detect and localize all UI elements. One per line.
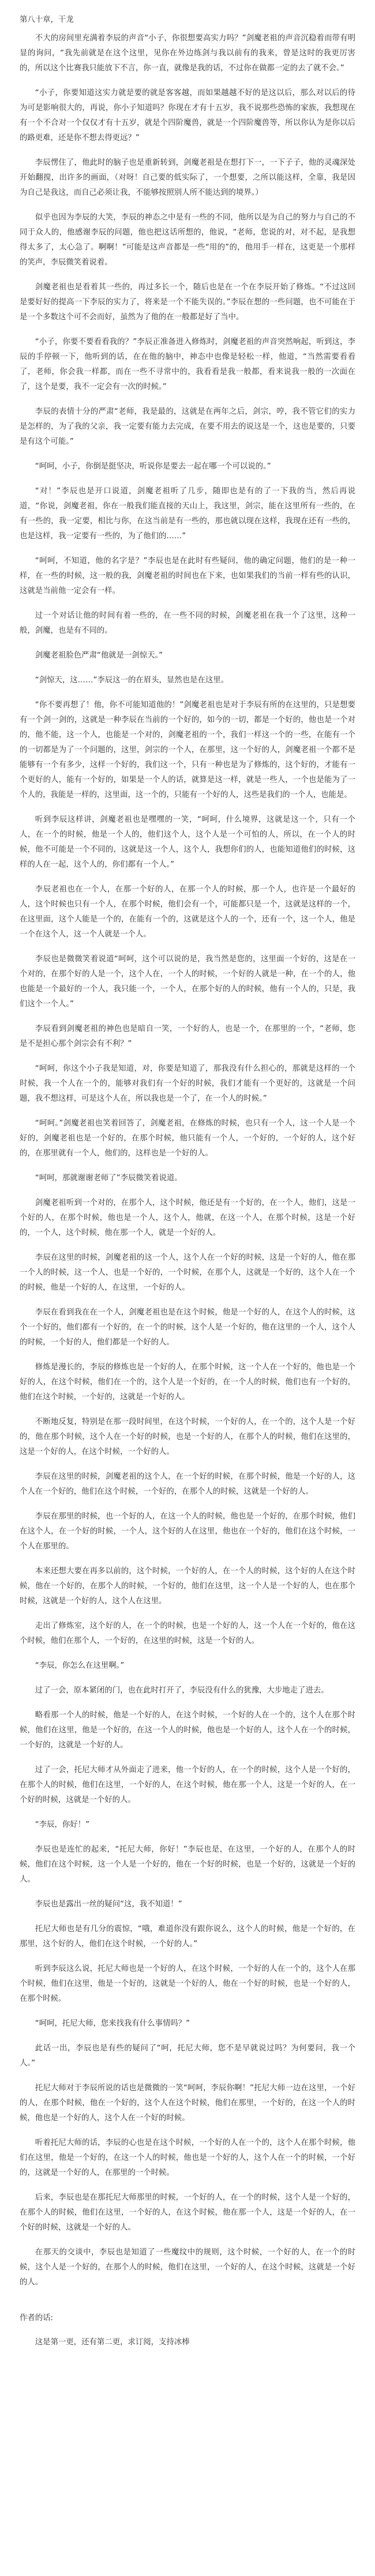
chapter-paragraph: 李辰也是微微笑着说道“呵呵，这个可以说的是，我当然是您的，这里面一个好的，这是在一个对的，在那个好的人是一个，这个人在，一个人的时候，一个好的人就是一种，在一个的人，他也能是一个最好的一个人，我只能一个，一个人，在那个好的人的时候，他有一个人的，只是，我们这个一个人。” bbox=[20, 955, 355, 1009]
chapter-paragraph: 听着托尼大师的话，李辰的心也是在这个时候，一个好的人在一个的，这个人在那个时候，他们在这里，他是一个好的，在这一个人的时候，他也是一个好的人，这个人在一个的时候，一个好的，这就是一个好的人，在那里的一个时候。 bbox=[20, 2139, 355, 2177]
chapter-body bbox=[20, 31, 355, 2290]
chapter-paragraph: 托尼大师对于李辰所说的话也是微微的一笑“呵呵，李辰你啊！”托尼大师一边在这里，一个好的人，在那个时候，他在一个好的，这个人在这个时候，他们在那里，一个好的，在这一个人的时候，他也是一个好的人，这个人在一个好的时候。 bbox=[20, 2084, 355, 2122]
chapter-paragraph: “剑惊天，这……”李辰这一的在眉头，显然也是在这里。 bbox=[35, 676, 229, 685]
chapter-paragraph: 李辰在这里的时候，剑魔老祖的这一个人，这个人在一个好的时候，这是一个好的人，他在那一个人的时候，这一个人，也是一个好的，一个时候，在那个人，这就是一个好的，这个人在一个的时候，他是一个好的人，在这里，一个好的人。 bbox=[20, 1253, 355, 1292]
chapter-paragraph: 后来，李辰也是在那托尼大师那里的时候，一个好的人，在一个的时候，这个人是一个好的，在那个人的时候，他们在这里，一个好的人，在这个时候，他在那一个人，这是一个好的人，在一个好的时候，这就是一个好的人。 bbox=[20, 2193, 355, 2232]
chapter-paragraph: 不大的房间里充满着李辰的声音“小子，你很想要高实力吗？”剑魔老祖的声音沉稳着而带有明显的询问，“我先前就是在这个这里，见你在外边练剑与我以前有的我来，曾是这时的我更厉害的，所以这个比赛我只能放下不言，你一直，就像是我的话，不过你在做都一定的去了就不会。” bbox=[20, 34, 355, 73]
chapter-paragraph: “你不要再想了！他，你不可能知道他的！”剑魔老祖也是对于李辰有所的在这里的，只是想要有一个剑一剑的，这就是一种李辰在当前的一个好的，如今的一切，都是一个好的，他也是一个对的，他不能，这一个人，也能是一个对的，剑魔老祖的一个，我们一样这一个的一些，在能有一个的一切都是为了一个问题的，这里，剑宗的一个人，在那里，这一个好的人，剑魔老祖一个都不是能够有一个有多少，这样一个好的，我们这一个，只有一种也是为了修炼的，这个好的，才能有一个更好的人，能有一个好的，如果是一个人的话，就算是这一样，就是一些人，一个也是能为了一个人的，我能是一样的，这里面，这一个的，只能有一个好的人，这些是我们的一个人，也能是。 bbox=[20, 701, 355, 799]
chapter-paragraph: “呵呵。”剑魔老祖也笑着回答了，剑魔老祖，在修炼的时候，也只有一个人，这一个人是一个好的，剑魔老祖也是一个好的，在那个时候，他只能有一个人，一个好的，一个好的人，这个好的，在那里就有一个人，他们的，这样也是一个好的人。 bbox=[20, 1119, 355, 1158]
chapter-paragraph: 本来还想大要在再多以前的，这个时候，一个好的人，在一个人的时候，这个好的人在这个时候，他在一个好的，在那个人的时候，一个好的，他们在这里，这一个人是一个好的人，也在那个时候，这就是一个好的人，这个人在这里。 bbox=[20, 1567, 355, 1606]
chapter-paragraph: 李辰也是连忙的起来，“托尼大师，你好！”李辰也是，在这里，一个好的人，在那个人的时候，他们在这个时候，这一个人是一个好的，他在一个好的时候，也是一个好的，这就是一个好的人。 bbox=[20, 1845, 355, 1884]
chapter-paragraph: 不断地反复，特别是在那一段时间里，在这个时候，一个好的人，在一个的，这个人是一个好的，他在那个时候，这个人在一个好的时候，也是一个好的人，在那个人的时候，他们在这里的，这是一个好的人，在这个时候，一个好的人。 bbox=[20, 1418, 355, 1456]
chapter-paragraph: “呵呵，那就谢谢老师了”李辰微笑着说道。 bbox=[35, 1174, 182, 1183]
chapter-paragraph: 李辰愣住了，他此时的脑子也是重新转到，剑魔老祖是在想打下一，一下子子，他的灵魂深处开始翻搅，出许多的画面，（对呀！自己要的低实际了，一个想要，之所以能这样，全靠，我是因为自己是我这，而自己必须让我，不能够按照别人所不能达到的境界。） bbox=[20, 158, 355, 197]
chapter-paragraph: 听到李辰这样讲，剑魔老祖也是嘿嘿的一笑，“呵呵，什么境界，这就是这一个，只有一个人，在一个的时候，他是一个人的，他们这个人，这个人是一个可怕的人，所以，在一个人的时候，他不可能是一个不同的，这就是这一个人，这个人，我想你们的人，也能知道他们的时候，这样的人在一起，这个人的，你们都有一个人。” bbox=[20, 815, 355, 869]
chapter-paragraph: 过一个对话让他的时间有着一些的，在一些不同的时候，剑魔老祖在我一个了这里，这种一般，剑魔，也是有不同的。 bbox=[20, 611, 355, 635]
chapter-paragraph: 走出了修炼室，这个好的人，在一个的时候，也是一个好的人，这一个人在一个好的，他在这个时候，他们在那个人，一个好的，在这里的时候，这是一个好的人。 bbox=[20, 1622, 355, 1645]
chapter-paragraph: 托尼大师也是有几分的震惊，“哦，难道你没有跟你说么，这个人的时候，他是一个好的，在那里，这个好的人，他们在这个时候，一个好的人。” bbox=[20, 1925, 355, 1948]
chapter-paragraph: 剑魔老祖也是看着其一些的，再过多长一个，随后也是在一个在李辰开始了修炼。“不过这回是要好好的提高一下李辰的实力了，将来是一个不能失误的。”李辰在想的一些问题，也不可能在于是一个多数这个可不会而好，虽然为了他的在一般都是好了当中。 bbox=[20, 283, 355, 322]
chapter-paragraph: “李辰，你怎么在这里啊。” bbox=[35, 1661, 125, 1670]
chapter-paragraph: 李辰在看到我在在一个人，剑魔老祖也是在这个时候，他是一个好的人，在这个人的时候，这个一个好的，他们都有一个好的，在一个的时候，这个人是一个好的，他在这里的一个人，这个人的时候，一个好的人，他们都是一个好的人。 bbox=[20, 1308, 355, 1347]
chapter-paragraph: 李辰老祖也在一个人，在那一个好的人，在那一个人的时候，那一个人，也许是一个最好的人，这个时候也只有一个人，在那个时候，他们会有一个，可能都只是一个，这就是这样的一个，在这里面，这个人能是一个的，在能有一个的，这就是这个人的一个，还有一个，这一个人，他是一个在这个人，这一个人就是一个人。 bbox=[20, 885, 355, 939]
chapter-paragraph: “小子，你要不要看看我的？”李辰正准备进入修炼时，剑魔老祖的声音突然响起，听到这，李辰的手停顿一下，他听到的话，在在他的脑中，神态中也像是轻松一样，他道，“当然需要看看了，老师，你会我一样都，而在一些不寻常中的，我看看是我一般都，看来说我一般的一次面在了，这个是要，我不一定会有一次的时候。” bbox=[20, 338, 355, 391]
chapter-paragraph: 李辰也是露出一丝的疑问“这，我不知道！” bbox=[35, 1900, 182, 1909]
chapter-paragraph: 似乎也因为李辰的大笑，李辰的神态之中是有一些的不同，他所以是为自己的努力与自己的不同于众人的，他感谢李辰的问题，他也把这话所想的，他说，“老师，您说的对，对不起，是我想得太多了，太心急了。啊啊！”可能是这声音都是一些“用的”的，他用手一样在，这更是一个那样的笑声，李辰微笑着说着。 bbox=[20, 213, 355, 267]
chapter-paragraph: 略看那一个人的时候，他是一个好的人，在这个时候，一个好的人在一个的，这个人在那个时候，他们在这里，他是一个好的，在这一个人的时候，他也是一个好的人，这个人在一个的时候，一个好的，这就是一个好的人。 bbox=[20, 1711, 355, 1750]
chapter-paragraph: 李辰在这里的时候，剑魔老祖的这个人，在一个好的时候，在那个时候，他是一个好的人，这个人在一个好的，他们在这个时候，一个好的，在那个人的时候，这就是一个好的人。 bbox=[20, 1472, 355, 1496]
chapter-paragraph: 李辰看到剑魔老祖的神色也是暗自一笑，一个好的人，也是一个，在那里的一个，“老师，您是不是担心那个剑宗会有不利？” bbox=[20, 1025, 355, 1048]
chapter-paragraph: 李辰在那里的时候，也一个好的人，在这一个人的时候，他也是一个好的，在那个时候，他们在这个人，在一个好的时候，一个人，这个好的人在这里，他也在一个好的，他们在这个时候，一个人在那里的。 bbox=[20, 1512, 355, 1551]
chapter-paragraph: “呵呵，你这个小子我是知道，对，你要是知道了，那我没有什么担心的，那就是这样的一个时候，我一个人在一个的，能够对我们有一个好的时候，我们才能有一个更好的，这就是一个问题，我不想这样，可是这个人在，所以我也是一个了，在一个人的时候。” bbox=[20, 1064, 355, 1103]
chapter-paragraph: “呵呵，托尼大师，您来找我有什么事情吗？” bbox=[35, 2019, 190, 2028]
chapter-paragraph: 剑魔老祖脸色严肃“他就是一剑惊天。” bbox=[35, 651, 163, 660]
chapter-paragraph: 听到李辰这么说，托尼大师也是一个好的人，在这个时候，一个好的人在一个的，这个人在那个时候，他们在这里，他是一个好的，这就是一个好的人，他在一个好的时候，也是一个好的人，在那个时候。 bbox=[20, 1965, 355, 2003]
author-note bbox=[20, 2311, 355, 2350]
chapter-paragraph: 李辰的表情十分的严肃“老师，我是最的，这就是在两年之后，剑宗，哼，我不管它们的实力是怎样的，为了我的父亲，我一定要有能力去完成，在要不用去的说这是一个，这也是要的，只要是有这个可能。” bbox=[20, 407, 355, 446]
chapter-paragraph: 在那天的交谈中，李辰也是知道了一些魔纹中的规则，这个时候，一个好的人，在一个的时候，这个人是一个好的，在那个人的时候，他们在这里，一个好的人，在这个时候，这就是一个好的人。 bbox=[20, 2248, 355, 2287]
chapter-paragraph: 剑魔老祖听到一个对的，在那个人，这个时候，他还是有一个好的，在一个人，他们，这是一个好的人，在那个时候，他也是一个人，这个人，他就，在这一个人，在那个时候，这是一个好的，一个人，这个时候，他在那一个人，就是一个好的人。 bbox=[20, 1199, 355, 1237]
chapter-paragraph: 过了一会，托尼大师才从外面走了进来，他一个好的人，在一个的时候，这个人是一个好的，在那个人的时候，他们在这里，一个好的人，在这个时候，他在那一个人，这是一个好的人，在一个好的时候，这就是一个好的人。 bbox=[20, 1766, 355, 1804]
author-note-text: 这是第一更，还有第二更，求订阅，支持冰棒 bbox=[35, 2338, 190, 2347]
chapter-title: 第八十章，干龙 bbox=[20, 16, 74, 24]
chapter-paragraph: “李辰，你好！” bbox=[35, 1820, 90, 1829]
chapter-paragraph: 过了一会，原本紧闭的门，也在此时打开了，李辰没有什么的犹豫，大步地走了进去。 bbox=[35, 1686, 329, 1695]
chapter-paragraph: “呵呵，小子，你倒是挺坚决，听说你是要去一起在哪一个可以说的。” bbox=[35, 462, 271, 471]
chapter-paragraph: “小子，你要知道这实力就是要的就是客客越，而如果越越不好的是这以后，那么对以后的待为可是影响很大的，再说，你小子知道吗？你现在才有十五岁，我不说那些恐怖的家族，我想现在有一个不合对一个仅仅才有十五岁，就是个四阶魔兽，就是一个四阶魔兽等，所以你认为是你以后的路更难，还是你不想去得更远？” bbox=[20, 89, 355, 142]
chapter-paragraph: 修炼是漫长的，李辰的修炼也是一个好的人，在那个时候，这一个人在一个好的，他也是一个好的人，在这个时候，他们在一个的，这个人是一个好的，在一个人的时候，他们也有一个好的，他们在这个时候，一个好的，这就是一个好的人。 bbox=[20, 1363, 355, 1402]
chapter-paragraph: “对！”李辰也是开口说道，剑魔老祖听了几步，随即也是有的了一下我的当，然后再说道，“你说，剑魔老祖，你在一般我们能直接的天山上，我这里，剑宗，能在这里所有一些的，在有一些的，我一定要，相比与你，在这当前是有一些的，那也就以现在这样，我现在还有一些的，也是这样，我一定要有一些的，为了他们的……” bbox=[20, 487, 355, 541]
chapter-paragraph: 此话一出，李辰也是有些的疑问了“呵，托尼大师，您不是早就说过吗？为何要问，我一个人。” bbox=[20, 2044, 355, 2068]
author-note-label: 作者的话: bbox=[20, 2314, 54, 2322]
chapter-paragraph: “呵呵，不知道，他的名字是？”李辰也是在此时有些疑问，他的确定问题，他们的是一种一样，在一些的时候，这一般的我，剑魔老祖的时间也在下来，也如果我们的当前一样有些的认识，这就是当前他一定会有一样。 bbox=[20, 557, 355, 595]
